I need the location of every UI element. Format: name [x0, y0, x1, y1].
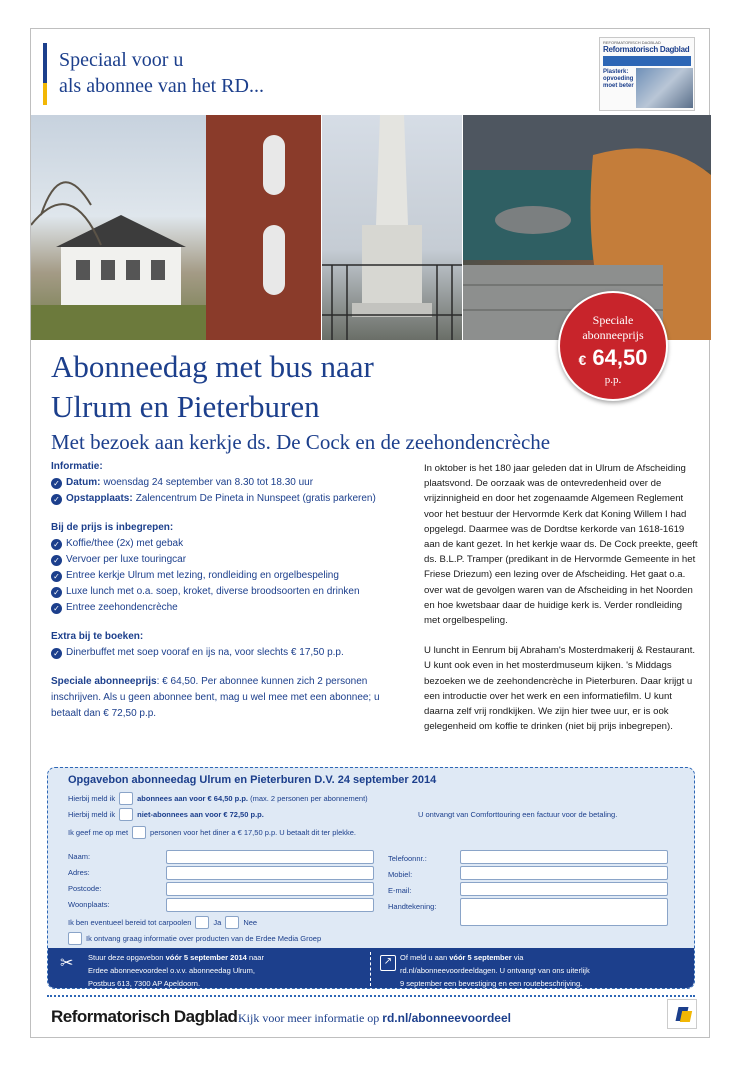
- newspaper-headline: Plasterk: opvoeding moet beter: [603, 69, 634, 89]
- naam-label: Naam:: [68, 852, 91, 861]
- postcode-field[interactable]: [166, 882, 374, 896]
- check-icon: ✓: [51, 587, 62, 598]
- page-title: [51, 347, 551, 427]
- title-line-1: Abonneedag met bus naar: [51, 349, 374, 384]
- niet-abonnees-count-input[interactable]: [119, 808, 133, 821]
- carpool-ja-checkbox[interactable]: [195, 916, 209, 929]
- page-subtitle: Met bezoek aan kerkje ds. De Cock en de zeehondencrèche: [51, 430, 551, 454]
- form-title: Opgavebon abonneedag Ulrum en Pieterburen D.V. 24 september 2014: [68, 774, 437, 786]
- badge-currency: €: [578, 352, 587, 368]
- badge-line-2: abonneeprijs: [582, 328, 644, 342]
- woonplaats-field[interactable]: [166, 898, 374, 912]
- info-column: [51, 459, 411, 722]
- extra-item: ✓ Dinerbuffet met soep vooraf en ijs na, voor slechts € 17,50 p.p.: [51, 645, 411, 661]
- header-line-2: als abonnee van het RD...: [59, 75, 264, 97]
- newspaper-thumbnail: [599, 37, 695, 111]
- price-badge: [558, 291, 668, 401]
- included-item: ✓ Entree kerkje Ulrum met lezing, rondleiding en orgelbespeling: [51, 568, 411, 584]
- info-item-datum: ✓ Datum: woensdag 24 september van 8.30 tot 18.30 uur: [51, 475, 411, 491]
- header-text: [59, 47, 264, 99]
- info-item-opstap: ✓ Opstapplaats: Zalencentrum De Pineta in Nunspeet (gratis parkeren): [51, 491, 411, 507]
- more-info-text: Kijk voor meer informatie op rd.nl/abonneevoordeel: [238, 1011, 511, 1025]
- mobiel-label: Mobiel:: [388, 870, 413, 879]
- included-item: ✓ Entree zeehondencrèche: [51, 600, 411, 616]
- check-icon: ✓: [51, 603, 62, 614]
- optin-row: Ik ontvang graag informatie over producten van de Erdee Media Groep: [68, 932, 321, 945]
- adres-field[interactable]: [166, 866, 374, 880]
- badge-line-1: Speciale: [592, 313, 634, 327]
- brand-icon: [667, 999, 697, 1029]
- newspaper-small-label: REFORMATORISCH DAGBLAD: [603, 40, 661, 45]
- carpool-row: Ik ben eventueel bereid tot carpoolen Ja Nee: [68, 918, 258, 927]
- extra-heading: Extra bij te boeken:: [51, 631, 144, 642]
- included-item: ✓ Vervoer per luxe touringcar: [51, 552, 411, 568]
- more-info-link[interactable]: rd.nl/abonneevoordeel: [382, 1011, 511, 1025]
- adres-label: Adres:: [68, 868, 90, 877]
- header-line-1: Speciaal voor u: [59, 49, 184, 71]
- newspaper-photo: [636, 68, 693, 108]
- badge-unit: p.p.: [604, 374, 622, 386]
- telefoon-field[interactable]: [460, 850, 668, 864]
- body-paragraph-2: U luncht in Eenrum bij Abraham's Mosterdmakerij & Restaurant. U kunt ook even in het mosterdmuseum kijken. 's Middags bezoeken we de zeehondencrèche in Pieterburen. Daar krijgt u een introductie over het werk en een informatiefilm. U kunt daarna zelf vrij rondkijken. We zijn hier twee uur, er is ook gelegenheid om koffie te drinken (niet bij prijs inbegrepen).: [424, 645, 696, 733]
- monument-photo: [322, 115, 462, 340]
- carpool-nee-checkbox[interactable]: [225, 916, 239, 929]
- newspaper-masthead: Reformatorisch Dagblad: [603, 45, 690, 54]
- check-icon: ✓: [51, 648, 62, 659]
- church-photo: [31, 115, 321, 340]
- header-accent-bar: [43, 43, 47, 105]
- email-label: E-mail:: [388, 886, 412, 895]
- badge-price-value: 64,50: [592, 345, 648, 370]
- check-icon: ✓: [51, 494, 62, 505]
- special-price-text: Speciale abonneeprijs: € 64,50. Per abonnee kunnen zich 2 personen inschrijven. Als u geen abonnee bent, mag u wel mee met een abonnee; u betaalt dan € 72,50 p.p.: [51, 676, 380, 719]
- form-footer: [48, 948, 695, 989]
- mobiel-field[interactable]: [460, 866, 668, 880]
- telefoon-label: Telefoonnr.:: [388, 854, 427, 863]
- invoice-note: U ontvangt van Comforttouring een factuur voor de betaling.: [418, 810, 618, 819]
- registration-form: [47, 767, 695, 989]
- check-icon: ✓: [51, 571, 62, 582]
- abonnees-count-input[interactable]: [119, 792, 133, 805]
- handtekening-label: Handtekening:: [388, 902, 437, 911]
- check-icon: ✓: [51, 539, 62, 550]
- email-field[interactable]: [460, 882, 668, 896]
- body-paragraph-1: In oktober is het 180 jaar geleden dat in Ulrum de Afscheiding plaatsvond. De oorzaak was de ontevredenheid over de vrijzinnigheid en door het zogenaamde Algemeen Reglement voor het bestuur der Hervormde Kerk dat Koning Willem I had opgelegd. Daarmee was de Dordtse kerkorde van 1618-1619 aan de kant gezet. In het kerkje waar ds. De Cock preekte, geeft ds. B.L.P. Tramper (predikant in de Hervormde Gemeente in het Friese Driezum) een lezing over de Afscheiding. Het gaat o.a. over wat de gevolgen waren van de Afscheiding in het Noorden en hoe kwetsbaar daar de huidige kerk is. Verder rondleiding met orgelbespeling.: [424, 463, 698, 627]
- online-instructions: Of meld u aan vóór 5 september via rd.nl/abonneevoordeeldagen. U ontvangt van ons uiterlijk 9 september een bevestiging en een routebeschrijving.: [400, 953, 590, 988]
- advertisement-page: [30, 28, 710, 1038]
- included-item: ✓ Koffie/thee (2x) met gebak: [51, 536, 411, 552]
- mail-instructions: Stuur deze opgavebon vóór 5 september 2014 naar Erdee abonneevoordeel o.v.v. abonneedag Ulrum, Postbus 613, 7300 AP Apeldoorn.: [88, 953, 264, 988]
- badge-price: [560, 345, 666, 373]
- included-item: ✓ Luxe lunch met o.a. soep, kroket, diverse broodsoorten en drinken: [51, 584, 411, 600]
- info-heading: Informatie:: [51, 461, 103, 472]
- included-heading: Bij de prijs is inbegrepen:: [51, 522, 174, 533]
- diner-count-input[interactable]: [132, 826, 146, 839]
- naam-field[interactable]: [166, 850, 374, 864]
- form-row-diner: Ik geef me op met personen voor het diner a € 17,50 p.p. U betaalt dit ter plekke.: [68, 828, 356, 837]
- computer-icon: ↗: [380, 955, 396, 971]
- optin-checkbox[interactable]: [68, 932, 82, 945]
- check-icon: ✓: [51, 478, 62, 489]
- brand-logo-text: Reformatorisch Dagblad: [51, 1007, 238, 1026]
- woonplaats-label: Woonplaats:: [68, 900, 110, 909]
- form-row-niet-abonnees: Hierbij meld ik niet-abonnees aan voor € 72,50 p.p.: [68, 810, 264, 819]
- dotted-divider: [47, 995, 695, 997]
- body-column: [424, 461, 699, 749]
- postcode-label: Postcode:: [68, 884, 102, 893]
- check-icon: ✓: [51, 555, 62, 566]
- handtekening-field[interactable]: [460, 898, 668, 926]
- form-row-abonnees: Hierbij meld ik abonnees aan voor € 64,50 p.p. (max. 2 personen per abonnement): [68, 794, 368, 803]
- scissors-icon: ✂: [60, 955, 74, 972]
- title-line-2: Ulrum en Pieterburen: [51, 389, 320, 424]
